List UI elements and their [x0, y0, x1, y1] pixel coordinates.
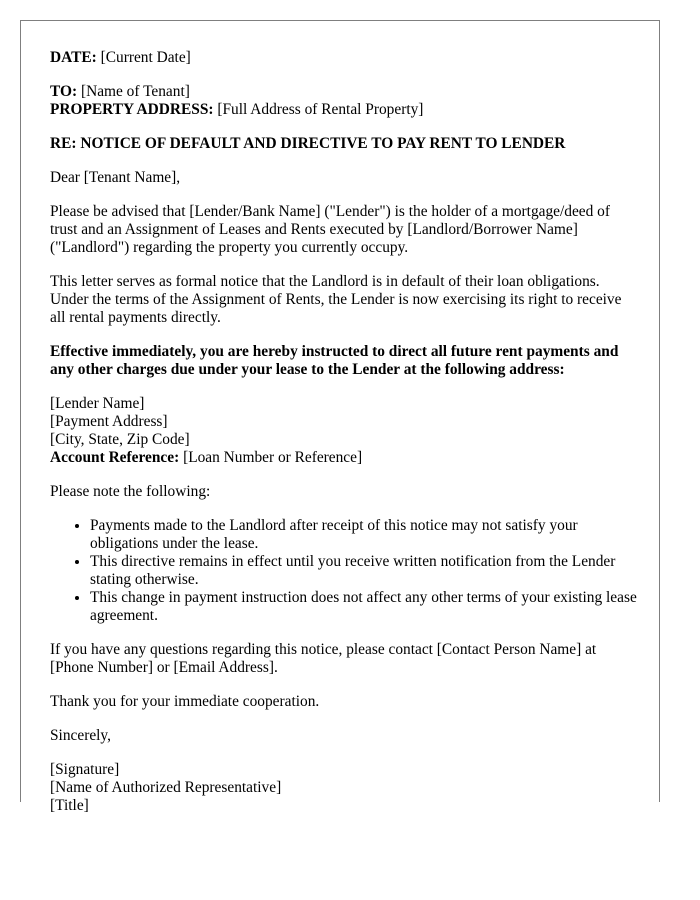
paragraph-contact: If you have any questions regarding this notice, please contact [Contact Person Name] at [Phone Number] or [Email Address].	[50, 641, 597, 676]
property-line	[50, 101, 640, 119]
signature-block	[50, 761, 640, 815]
paragraph-directive: Effective immediately, you are hereby instructed to direct all future rent payments and any other charges due under your lease to the Lender at the following address:	[50, 343, 619, 378]
account-label: Account Reference:	[50, 449, 180, 466]
list-item: • Payments made to the Landlord after receipt of this notice may not satisfy your obligations under the lease.	[90, 517, 640, 553]
date-label: DATE:	[50, 49, 97, 66]
signatory-title: [Title]	[50, 797, 89, 814]
lender-name: [Lender Name]	[50, 395, 145, 412]
signatory-name: [Name of Authorized Representative]	[50, 779, 282, 796]
notes-intro: Please note the following:	[50, 483, 211, 500]
paragraph-thanks: Thank you for your immediate cooperation.	[50, 693, 320, 710]
recipient-block	[50, 83, 640, 119]
date-value: [Current Date]	[100, 49, 191, 66]
letter-page	[20, 20, 660, 814]
to-label: TO:	[50, 83, 78, 100]
to-value: [Name of Tenant]	[80, 83, 190, 100]
account-value: [Loan Number or Reference]	[183, 449, 363, 466]
notes-list	[50, 517, 640, 625]
closing: Sincerely,	[50, 727, 111, 744]
to-line	[50, 83, 640, 101]
payment-address: [Payment Address]	[50, 413, 168, 430]
list-item: • This directive remains in effect until you receive written notification from the Lender stating otherwise.	[90, 553, 640, 589]
subject-line: RE: NOTICE OF DEFAULT AND DIRECTIVE TO PAY RENT TO LENDER	[50, 135, 566, 152]
list-item: • This change in payment instruction does not affect any other terms of your existing lease agreement.	[90, 589, 640, 625]
payment-address-block	[50, 395, 640, 467]
paragraph-default-notice: This letter serves as formal notice that the Landlord is in default of their loan obligations. Under the terms of the Assignment of Rents, the Lender is now exercising its right to receive all rental payments directly.	[50, 273, 622, 326]
salutation: Dear [Tenant Name],	[50, 169, 181, 186]
property-label: PROPERTY ADDRESS:	[50, 101, 214, 118]
payment-city: [City, State, Zip Code]	[50, 431, 190, 448]
letter-content	[50, 49, 640, 831]
property-value: [Full Address of Rental Property]	[217, 101, 424, 118]
signature-line: [Signature]	[50, 761, 120, 778]
date-line	[50, 49, 640, 67]
paragraph-holder-notice: Please be advised that [Lender/Bank Name] ("Lender") is the holder of a mortgage/deed of trust and an Assignment of Leases and Rents executed by [Landlord/Borrower Name] ("Landlord") regarding the property you currently occupy.	[50, 203, 610, 256]
account-reference-line	[50, 449, 640, 467]
